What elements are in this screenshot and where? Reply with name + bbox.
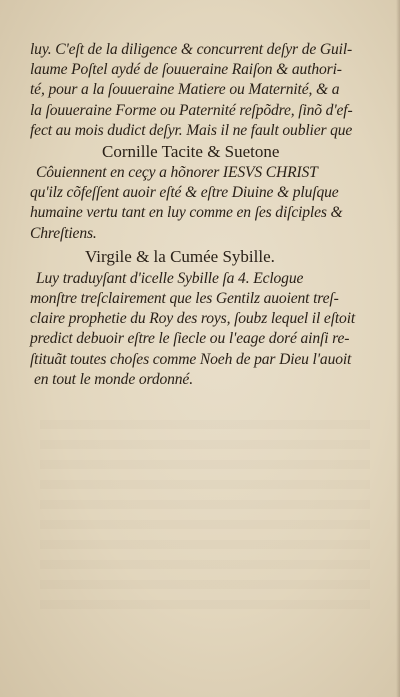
- text-line: monſtre treſclairement que les Gentilz auoient treſ-: [30, 290, 339, 308]
- text-line: luy. C'eſt de la diligence & concurrent deſyr de Guil-: [30, 41, 353, 58]
- text-line: laume Poſtel aydé de ſouueraine Raiſon & authori-: [30, 61, 342, 79]
- text-line: predict debuoir eſtre le ſiecle ou l'eage doré ainſi re-: [30, 330, 350, 348]
- text-line: en tout le monde ordonné.: [34, 370, 193, 388]
- text-line: ſtituãt toutes choſes comme Noeh de par Dieu l'auoit: [30, 350, 352, 368]
- text-line: fect au mois dudict deſyr. Mais il ne fault oublier que: [30, 121, 353, 139]
- text-line: humaine vertu tant en luy comme en ſes diſciples &: [30, 204, 343, 222]
- text-line: qu'ilz cõfeſſent auoir eſté & eſtre Diuine & pluſque: [30, 184, 339, 202]
- text-line: claire prophetie du Roy des roys, ſoubz lequel il eſtoit: [30, 310, 356, 328]
- ink-show-through: [40, 420, 370, 620]
- text-line: la ſouueraine Forme ou Paternité reſpõdre, ſinõ d'ef-: [30, 101, 353, 119]
- page-text: [30, 40, 388, 390]
- text-line: té, pour a la ſouueraine Matiere ou Maternité, & a: [30, 81, 340, 99]
- text-line: Luy traduyſant d'icelle Sybille ſa 4. Eclogue: [36, 269, 304, 287]
- section-heading-tacitus-suetonius: Cornille Tacite & Suetone: [102, 142, 280, 162]
- text-line: Côuiennent en ceçy a hõnorer IESVS CHRIST: [36, 164, 318, 182]
- text-line: Chreſtiens.: [30, 224, 97, 242]
- page-edge-shadow: [396, 0, 400, 697]
- section-heading-virgil-sibyl: Virgile & la Cumée Sybille.: [85, 246, 275, 266]
